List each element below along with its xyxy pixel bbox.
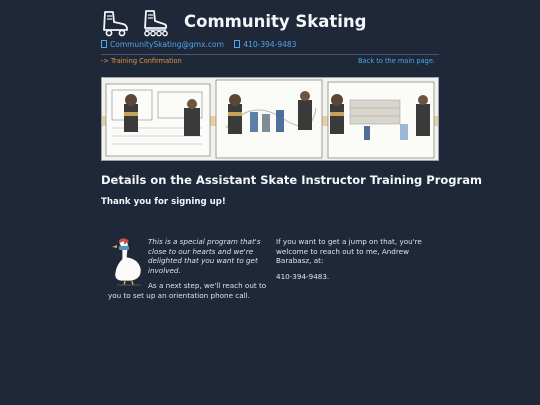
site-header [101,9,439,39]
phone-link[interactable] [234,40,296,49]
envelope-icon [101,40,107,48]
phone-icon [234,40,240,48]
contact-instructions: If you want to get a jump on that, you're welcome to reach out to me, Andrew Barabasz, at: [276,237,422,266]
back-to-main-link[interactable]: Back to the main page. [358,57,435,65]
header-divider [101,54,439,55]
next-step-line-1: As a next step, we'll reach out to [148,281,267,290]
training-photo-collage [101,77,439,161]
goose-mascot [111,237,145,287]
inline-skate-icon [141,9,169,37]
contact-phone: 410-394-9483. [276,272,330,281]
phone-text: 410-394-9483 [243,40,297,49]
email-text: CommunitySkating@gmx.com [110,40,224,49]
thank-you-heading: Thank you for signing up! [101,197,226,207]
site-title: Community Skating [184,12,367,31]
page-heading: Details on the Assistant Skate Instructor Training Program [101,173,482,187]
email-link[interactable] [101,40,224,49]
photo-illustration [102,78,438,160]
roller-skate-icon [101,9,129,37]
program-intro: This is a special program that's close to our hearts and we're delighted that you want to get involved. [148,237,261,275]
breadcrumb: -> Training Confirmation [101,57,182,65]
next-step-line-2: you to set up an orientation phone call. [108,291,250,300]
contact-bar [101,40,296,49]
